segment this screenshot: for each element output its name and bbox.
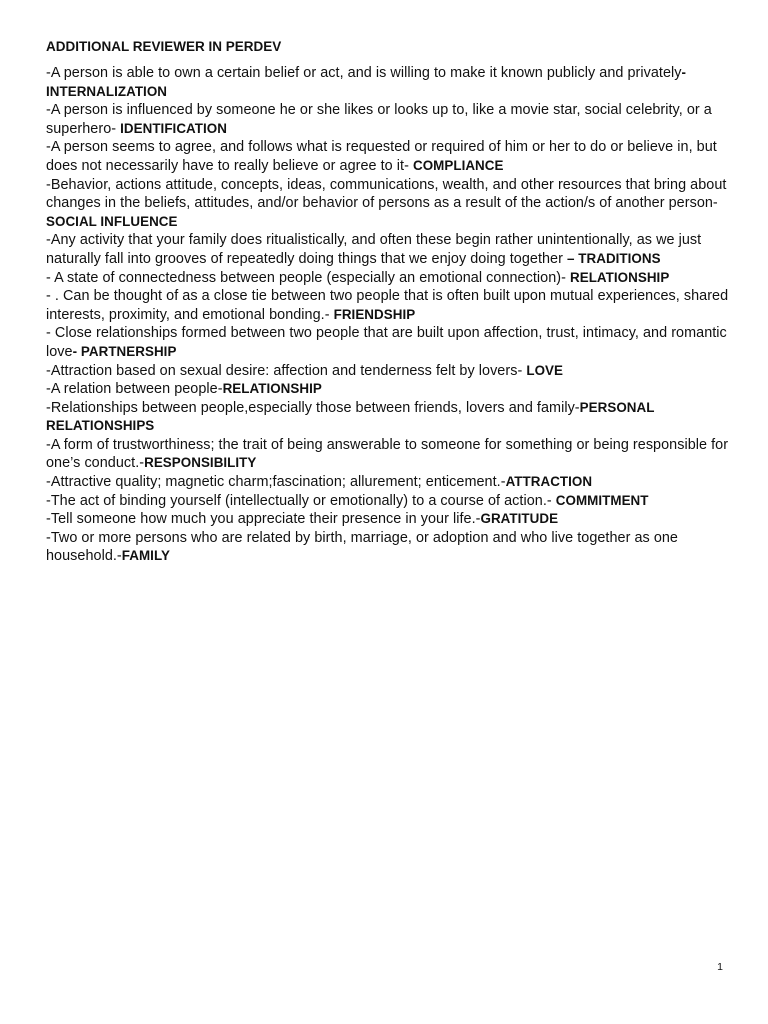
definition-term: ATTRACTION [505,474,593,490]
definition-entry [46,492,730,511]
definition-text: -A relation between people- [46,381,223,398]
definition-term: RELATIONSHIP [570,269,670,285]
definition-entry [46,138,730,175]
definition-term: RESPONSIBILITY [144,455,257,471]
definition-term: – TRADITIONS [567,250,661,266]
definition-text: -Two or more persons who are related by birth, marriage, or adoption and who live together as one household.- [46,529,678,565]
definition-entry [46,362,730,381]
definition-text: - Close relationships formed between two people that are built upon affection, trust, intimacy, and romantic love [46,325,727,360]
definition-entry [46,324,730,361]
definition-entry [46,64,730,101]
definition-text: -Attraction based on sexual desire: affection and tenderness felt by lovers- [46,362,527,379]
definition-entry [46,436,730,473]
definition-text: -Relationships between people,especially those between friends, lovers and family- [46,399,580,416]
document-title: ADDITIONAL REVIEWER IN PERDEV [46,39,282,54]
definition-text: -A form of trustworthiness; the trait of being answerable to someone for something or being responsible for one’s conduct.- [46,436,729,472]
definition-term: - PARTNERSHIP [72,343,177,359]
definition-term: PERSONAL RELATIONSHIPS [46,399,655,434]
definition-entry [46,176,730,232]
definition-text: - A state of connectedness between people (especially an emotional connection)- [46,269,570,286]
definition-term: GRATITUDE [480,511,559,527]
definition-term: SOCIAL INFLUENCE [46,213,178,229]
definition-term: FRIENDSHIP [333,306,416,322]
definition-text: -Any activity that your family does ritualistically, and often these begin rather unintentionally, as we just naturally fall into grooves of repeatedly doing things that we enjoy doing together [46,232,702,267]
definition-entry [46,269,730,288]
definition-text: -A person seems to agree, and follows what is requested or required of him or her to do or believe in, but does not necessarily have to really believe or agree to it- [46,139,717,174]
definition-entry [46,287,730,324]
definition-term: COMPLIANCE [412,157,504,173]
definition-entry [46,473,730,492]
definition-entry [46,101,730,138]
definition-text: -Attractive quality; magnetic charm;fascination; allurement; enticement.- [46,474,506,491]
definition-term: COMMITMENT [555,492,649,508]
definition-entry [46,231,730,268]
definition-entry [46,380,730,399]
page-number: 1 [717,961,723,973]
definition-entry [46,529,730,566]
definition-text: - . Can be thought of as a close tie between two people that is often built upon mutual experiences, shared interests, proximity, and emotional bonding.- [46,288,729,323]
definition-term: IDENTIFICATION [120,120,227,136]
definition-entry [46,399,730,436]
definition-term: - INTERNALIZATION [46,65,687,99]
definition-entry [46,510,730,529]
definition-text: -A person is able to own a certain belief or act, and is willing to make it known publicly and privately [46,65,682,81]
definition-term: RELATIONSHIP [222,381,322,397]
definition-term: FAMILY [121,548,170,564]
definition-text: -Tell someone how much you appreciate their presence in your life.- [46,511,481,528]
document-page [46,38,730,566]
definition-text: -A person is influenced by someone he or she likes or looks up to, like a movie star, social celebrity, or a superhero- [46,102,712,137]
definition-text: -The act of binding yourself (intellectually or emotionally) to a course of action.- [46,492,556,509]
definition-text: -Behavior, actions attitude, concepts, ideas, communications, wealth, and other resources that bring about changes in the beliefs, attitudes, and/or behavior of persons as a result of the action/s of another person- [46,176,727,212]
definition-term: LOVE [526,362,564,378]
